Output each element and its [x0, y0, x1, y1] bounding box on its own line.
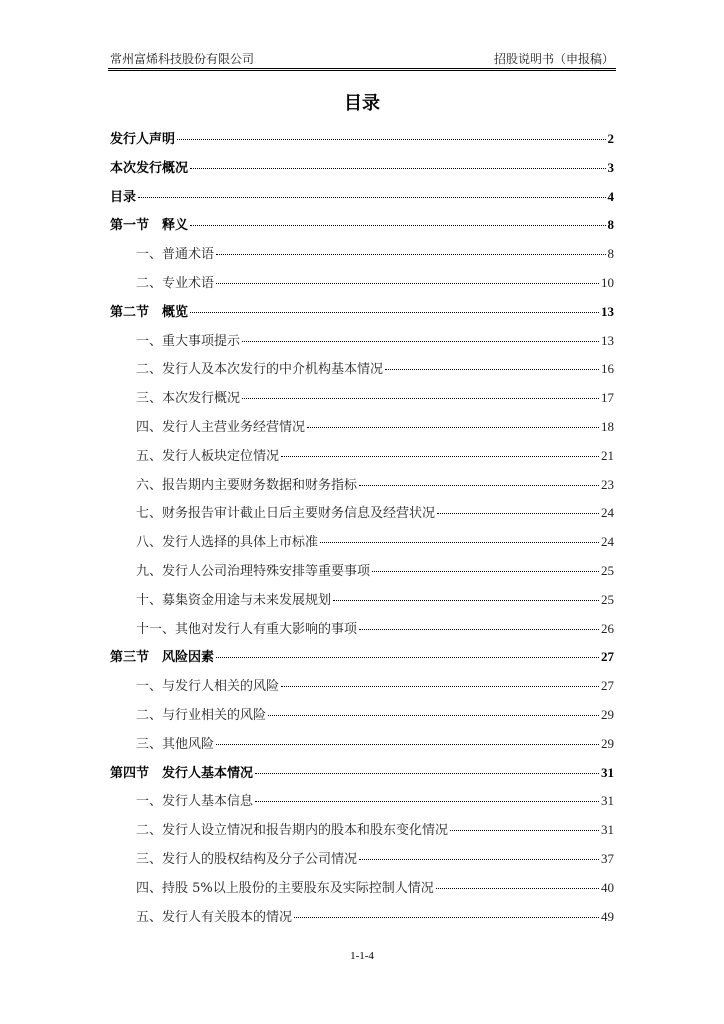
toc-entry-page-number: 23: [601, 476, 614, 492]
toc-entry-label: 二、与行业相关的风险: [136, 707, 267, 723]
toc-dot-leader: [255, 801, 599, 802]
toc-entry-label: 二、发行人及本次发行的中介机构基本情况: [136, 362, 384, 378]
toc-entry-page-number: 17: [601, 390, 614, 406]
toc-entry-label: 目录: [110, 189, 137, 205]
toc-dot-leader: [190, 168, 605, 169]
toc-entry-label: 三、本次发行概况: [136, 391, 241, 407]
toc-entry-page-number: 31: [601, 764, 614, 780]
toc-section-entry[interactable]: [110, 416, 614, 445]
toc-entry-page-number: 24: [601, 534, 614, 550]
toc-section-entry[interactable]: [110, 704, 614, 733]
toc-entry-page-number: 13: [601, 332, 614, 348]
toc-section-entry[interactable]: [110, 733, 614, 762]
toc-section-entry[interactable]: [110, 675, 614, 704]
toc-dot-leader: [242, 341, 599, 342]
toc-entry-page-number: 18: [601, 418, 614, 434]
toc-entry-label: 四、持股 5%以上股份的主要股东及实际控制人情况: [136, 880, 434, 896]
toc-entry-label: 二、发行人设立情况和报告期内的股本和股东变化情况: [136, 823, 449, 839]
toc-entry-label: 九、发行人公司治理特殊安排等重要事项: [136, 563, 371, 579]
toc-entry-label: 第一节 释义: [110, 218, 189, 234]
toc-entry-label: 发行人声明: [110, 132, 176, 147]
toc-section-entry[interactable]: [110, 358, 614, 387]
toc-section-entry[interactable]: [110, 560, 614, 589]
toc-dot-leader: [359, 485, 599, 486]
toc-dot-leader: [177, 139, 605, 140]
toc-entry-page-number: 16: [601, 361, 614, 377]
toc-dot-leader: [216, 657, 599, 658]
toc-entry-label: 八、发行人选择的具体上市标准: [136, 535, 319, 551]
toc-entry-label: 七、财务报告审计截止日后主要财务信息及经营状况: [136, 506, 436, 522]
toc-dot-leader: [190, 312, 599, 313]
table-of-contents: [110, 128, 614, 934]
toc-entry-page-number: 29: [601, 735, 614, 751]
toc-dot-leader: [450, 830, 599, 831]
toc-entry-label: 五、发行人板块定位情况: [136, 448, 280, 464]
toc-section-entry[interactable]: [110, 531, 614, 560]
toc-section-entry[interactable]: [110, 790, 614, 819]
toc-section-entry[interactable]: [110, 589, 614, 618]
toc-section-entry[interactable]: [110, 502, 614, 531]
toc-dot-leader: [216, 283, 599, 284]
toc-dot-leader: [372, 571, 599, 572]
toc-dot-leader: [255, 773, 599, 774]
header-divider: [108, 68, 616, 71]
toc-entry-page-number: 21: [601, 447, 614, 463]
toc-dot-leader: [307, 427, 599, 428]
toc-entry-label: 六、报告期内主要财务数据和财务指标: [136, 477, 358, 493]
toc-dot-leader: [385, 369, 599, 370]
toc-entry-page-number: 31: [601, 793, 614, 809]
toc-entry-page-number: 3: [607, 159, 614, 175]
toc-dot-leader: [294, 917, 599, 918]
toc-chapter-entry[interactable]: [110, 762, 614, 791]
toc-entry-page-number: 26: [601, 620, 614, 636]
toc-entry-label: 四、发行人主营业务经营情况: [136, 419, 306, 435]
toc-section-entry[interactable]: [110, 330, 614, 359]
toc-entry-page-number: 27: [601, 678, 614, 694]
toc-dot-leader: [216, 744, 599, 745]
toc-dot-leader: [333, 600, 599, 601]
toc-section-entry[interactable]: [110, 848, 614, 877]
toc-entry-page-number: 2: [607, 131, 614, 146]
toc-entry-page-number: 13: [601, 303, 614, 319]
toc-entry-page-number: 40: [601, 879, 614, 895]
toc-entry-label: 十、募集资金用途与未来发展规划: [136, 592, 332, 608]
toc-entry-page-number: 31: [601, 822, 614, 838]
toc-section-entry[interactable]: [110, 387, 614, 416]
header-document-type: 招股说明书（申报稿）: [493, 52, 614, 66]
toc-title: 目录: [344, 93, 380, 114]
toc-entry-page-number: 27: [601, 649, 614, 665]
toc-section-entry[interactable]: [110, 243, 614, 272]
toc-dot-leader: [437, 513, 599, 514]
toc-section-entry[interactable]: [110, 445, 614, 474]
toc-entry-page-number: 24: [601, 505, 614, 521]
toc-chapter-entry[interactable]: [110, 157, 614, 186]
header-company-name: 常州富烯科技股份有限公司: [110, 52, 255, 66]
toc-section-entry[interactable]: [110, 906, 614, 935]
toc-entry-label: 第四节 发行人基本情况: [110, 765, 254, 781]
toc-dot-leader: [436, 888, 599, 889]
toc-entry-page-number: 10: [601, 274, 614, 290]
toc-entry-page-number: 29: [601, 706, 614, 722]
toc-entry-page-number: 49: [601, 908, 614, 924]
toc-entry-label: 十一、其他对发行人有重大影响的事项: [136, 621, 358, 637]
toc-entry-page-number: 37: [601, 850, 614, 866]
running-header: [110, 50, 614, 70]
toc-entry-label: 一、重大事项提示: [136, 333, 241, 349]
page-number: 1-1-4: [350, 950, 374, 962]
toc-chapter-entry[interactable]: [110, 186, 614, 215]
toc-entry-label: 第二节 概览: [110, 304, 189, 320]
toc-entry-page-number: 4: [607, 188, 614, 204]
toc-section-entry[interactable]: [110, 474, 614, 503]
toc-dot-leader: [190, 225, 605, 226]
toc-dot-leader: [281, 686, 599, 687]
toc-entry-label: 三、发行人的股权结构及分子公司情况: [136, 851, 358, 867]
toc-chapter-entry[interactable]: [110, 128, 614, 157]
toc-dot-leader: [216, 254, 605, 255]
toc-chapter-entry[interactable]: [110, 646, 614, 675]
toc-section-entry[interactable]: [110, 877, 614, 906]
toc-entry-page-number: 25: [601, 591, 614, 607]
toc-entry-label: 一、发行人基本信息: [136, 794, 254, 810]
toc-section-entry[interactable]: [110, 819, 614, 848]
toc-entry-label: 第三节 风险因素: [110, 650, 215, 666]
toc-dot-leader: [359, 629, 599, 630]
toc-chapter-entry[interactable]: [110, 214, 614, 243]
toc-entry-label: 一、普通术语: [136, 247, 215, 263]
toc-entry-label: 一、与发行人相关的风险: [136, 679, 280, 695]
toc-dot-leader: [320, 542, 599, 543]
toc-entry-label: 五、发行人有关股本的情况: [136, 909, 293, 925]
toc-entry-page-number: 8: [607, 217, 614, 233]
toc-entry-page-number: 25: [601, 562, 614, 578]
toc-entry-label: 二、专业术语: [136, 275, 215, 291]
toc-dot-leader: [281, 456, 599, 457]
toc-entry-page-number: 8: [607, 246, 614, 262]
toc-section-entry[interactable]: [110, 618, 614, 647]
toc-dot-leader: [359, 859, 599, 860]
toc-dot-leader: [138, 197, 605, 198]
toc-dot-leader: [242, 398, 599, 399]
toc-entry-label: 本次发行概况: [110, 160, 189, 176]
toc-section-entry[interactable]: [110, 272, 614, 301]
toc-chapter-entry[interactable]: [110, 301, 614, 330]
toc-entry-label: 三、其他风险: [136, 736, 215, 752]
toc-dot-leader: [268, 715, 599, 716]
